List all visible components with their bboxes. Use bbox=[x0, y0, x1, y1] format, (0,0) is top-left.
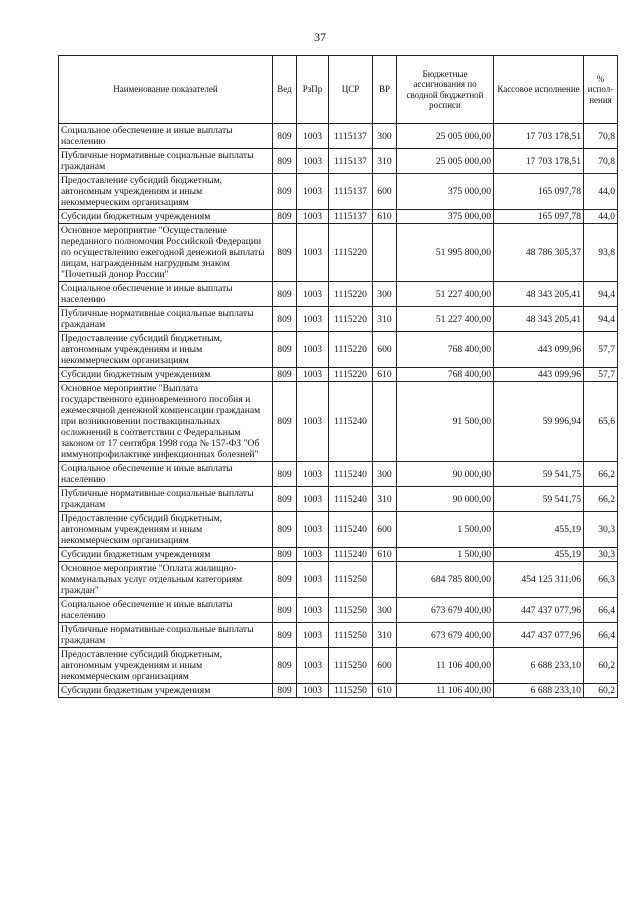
row-cash-execution: 59 541,75 bbox=[494, 462, 584, 487]
row-name: Субсидии бюджетным учреждениям bbox=[59, 210, 273, 224]
row-assignments: 1 500,00 bbox=[397, 512, 494, 548]
table-row bbox=[59, 462, 618, 487]
row-csr: 1115250 bbox=[329, 562, 373, 598]
row-assignments: 1 500,00 bbox=[397, 548, 494, 562]
row-rzpr: 1003 bbox=[297, 487, 329, 512]
row-cash-execution: 443 099,96 bbox=[494, 332, 584, 368]
row-cash-execution: 48 343 205,41 bbox=[494, 282, 584, 307]
row-assignments: 90 000,00 bbox=[397, 462, 494, 487]
row-name: Основное мероприятие "Оплата жилищно-коммунальных услуг отдельным категориям граждан" bbox=[59, 562, 273, 598]
row-assignments: 375 000,00 bbox=[397, 174, 494, 210]
row-assignments: 768 400,00 bbox=[397, 368, 494, 382]
row-cash-execution: 454 125 311,06 bbox=[494, 562, 584, 598]
row-percent: 57,7 bbox=[584, 368, 618, 382]
row-percent: 94,4 bbox=[584, 282, 618, 307]
row-percent: 66,2 bbox=[584, 462, 618, 487]
row-vr bbox=[373, 562, 397, 598]
row-name: Субсидии бюджетным учреждениям bbox=[59, 368, 273, 382]
row-rzpr: 1003 bbox=[297, 368, 329, 382]
row-cash-execution: 59 996,94 bbox=[494, 382, 584, 462]
row-ved: 809 bbox=[273, 648, 297, 684]
row-name: Предоставление субсидий бюджетным, автономным учреждениям и иным некоммерческим организациям bbox=[59, 332, 273, 368]
row-cash-execution: 447 437 077,96 bbox=[494, 598, 584, 623]
row-vr: 600 bbox=[373, 332, 397, 368]
row-csr: 1115137 bbox=[329, 210, 373, 224]
row-percent: 30,3 bbox=[584, 512, 618, 548]
header-vr: ВР bbox=[373, 56, 397, 124]
row-csr: 1115220 bbox=[329, 282, 373, 307]
row-percent: 66,3 bbox=[584, 562, 618, 598]
row-assignments: 51 995 800,00 bbox=[397, 224, 494, 282]
row-cash-execution: 59 541,75 bbox=[494, 487, 584, 512]
row-percent: 93,8 bbox=[584, 224, 618, 282]
row-vr: 300 bbox=[373, 282, 397, 307]
row-assignments: 375 000,00 bbox=[397, 210, 494, 224]
row-percent: 66,4 bbox=[584, 598, 618, 623]
row-assignments: 768 400,00 bbox=[397, 332, 494, 368]
row-vr: 610 bbox=[373, 368, 397, 382]
row-ved: 809 bbox=[273, 512, 297, 548]
row-cash-execution: 17 703 178,51 bbox=[494, 124, 584, 149]
row-csr: 1115137 bbox=[329, 124, 373, 149]
row-name: Предоставление субсидий бюджетным, автономным учреждениям и иным некоммерческим организациям bbox=[59, 512, 273, 548]
row-ved: 809 bbox=[273, 623, 297, 648]
table-row bbox=[59, 282, 618, 307]
table-row bbox=[59, 598, 618, 623]
row-vr: 600 bbox=[373, 648, 397, 684]
row-csr: 1115240 bbox=[329, 512, 373, 548]
row-rzpr: 1003 bbox=[297, 548, 329, 562]
row-vr: 300 bbox=[373, 462, 397, 487]
table-row bbox=[59, 684, 618, 698]
row-name: Основное мероприятие "Выплата государственного единовременного пособия и ежемесячной денежной компенсации гражданам при возникновении поствакцинальных осложнений в соответствии с Федеральным законом от 17 сентября 1998 года № 157-ФЗ "Об иммунопрофилактике инфекционных болезней" bbox=[59, 382, 273, 462]
row-percent: 44,0 bbox=[584, 210, 618, 224]
page-number: 37 bbox=[314, 30, 326, 44]
row-name: Публичные нормативные социальные выплаты гражданам bbox=[59, 623, 273, 648]
row-csr: 1115220 bbox=[329, 224, 373, 282]
row-name: Публичные нормативные социальные выплаты гражданам bbox=[59, 307, 273, 332]
row-vr: 310 bbox=[373, 307, 397, 332]
row-vr: 600 bbox=[373, 174, 397, 210]
table-row bbox=[59, 224, 618, 282]
row-cash-execution: 6 688 233,10 bbox=[494, 684, 584, 698]
header-assignments: Бюджетные ассигнования по сводной бюджетной росписи bbox=[397, 56, 494, 124]
row-cash-execution: 6 688 233,10 bbox=[494, 648, 584, 684]
row-percent: 70,8 bbox=[584, 149, 618, 174]
row-assignments: 25 005 000,00 bbox=[397, 124, 494, 149]
row-cash-execution: 48 786 305,37 bbox=[494, 224, 584, 282]
table-row bbox=[59, 368, 618, 382]
row-vr: 310 bbox=[373, 623, 397, 648]
row-assignments: 91 500,00 bbox=[397, 382, 494, 462]
budget-execution-table bbox=[58, 55, 618, 698]
row-name: Основное мероприятие "Осуществление переданного полномочия Российской Федерации по осуществлению ежегодной денежной выплаты лицам, награжденным нагрудным знаком "Почетный донор России" bbox=[59, 224, 273, 282]
table-row bbox=[59, 332, 618, 368]
row-name: Социальное обеспечение и иные выплаты населению bbox=[59, 462, 273, 487]
row-rzpr: 1003 bbox=[297, 124, 329, 149]
table-row bbox=[59, 174, 618, 210]
row-cash-execution: 455,19 bbox=[494, 548, 584, 562]
row-ved: 809 bbox=[273, 210, 297, 224]
row-rzpr: 1003 bbox=[297, 149, 329, 174]
row-assignments: 51 227 400,00 bbox=[397, 307, 494, 332]
table-row bbox=[59, 149, 618, 174]
row-rzpr: 1003 bbox=[297, 648, 329, 684]
row-vr: 310 bbox=[373, 487, 397, 512]
row-csr: 1115250 bbox=[329, 623, 373, 648]
table-row bbox=[59, 124, 618, 149]
row-vr: 610 bbox=[373, 210, 397, 224]
row-name: Предоставление субсидий бюджетным, автономным учреждениям и иным некоммерческим организациям bbox=[59, 174, 273, 210]
row-vr: 300 bbox=[373, 124, 397, 149]
row-percent: 44,0 bbox=[584, 174, 618, 210]
row-csr: 1115250 bbox=[329, 598, 373, 623]
row-cash-execution: 447 437 077,96 bbox=[494, 623, 584, 648]
row-vr: 310 bbox=[373, 149, 397, 174]
row-percent: 66,2 bbox=[584, 487, 618, 512]
row-rzpr: 1003 bbox=[297, 382, 329, 462]
row-name: Субсидии бюджетным учреждениям bbox=[59, 684, 273, 698]
row-rzpr: 1003 bbox=[297, 174, 329, 210]
row-name: Социальное обеспечение и иные выплаты населению bbox=[59, 282, 273, 307]
table-body bbox=[59, 124, 618, 698]
row-ved: 809 bbox=[273, 124, 297, 149]
header-csr: ЦСР bbox=[329, 56, 373, 124]
table-row bbox=[59, 548, 618, 562]
table-row bbox=[59, 382, 618, 462]
row-ved: 809 bbox=[273, 462, 297, 487]
row-name: Социальное обеспечение и иные выплаты населению bbox=[59, 124, 273, 149]
row-ved: 809 bbox=[273, 598, 297, 623]
row-name: Публичные нормативные социальные выплаты гражданам bbox=[59, 487, 273, 512]
row-rzpr: 1003 bbox=[297, 512, 329, 548]
row-percent: 94,4 bbox=[584, 307, 618, 332]
row-vr bbox=[373, 382, 397, 462]
row-percent: 70,8 bbox=[584, 124, 618, 149]
row-assignments: 90 000,00 bbox=[397, 487, 494, 512]
row-rzpr: 1003 bbox=[297, 598, 329, 623]
table-row bbox=[59, 648, 618, 684]
row-assignments: 51 227 400,00 bbox=[397, 282, 494, 307]
row-vr: 610 bbox=[373, 548, 397, 562]
row-ved: 809 bbox=[273, 487, 297, 512]
row-assignments: 684 785 800,00 bbox=[397, 562, 494, 598]
row-vr: 300 bbox=[373, 598, 397, 623]
row-csr: 1115240 bbox=[329, 382, 373, 462]
row-csr: 1115250 bbox=[329, 648, 373, 684]
row-assignments: 11 106 400,00 bbox=[397, 684, 494, 698]
row-vr: 600 bbox=[373, 512, 397, 548]
table-row bbox=[59, 210, 618, 224]
row-percent: 66,4 bbox=[584, 623, 618, 648]
row-assignments: 25 005 000,00 bbox=[397, 149, 494, 174]
row-assignments: 11 106 400,00 bbox=[397, 648, 494, 684]
row-ved: 809 bbox=[273, 548, 297, 562]
row-cash-execution: 48 343 205,41 bbox=[494, 307, 584, 332]
row-rzpr: 1003 bbox=[297, 684, 329, 698]
row-csr: 1115220 bbox=[329, 332, 373, 368]
row-rzpr: 1003 bbox=[297, 224, 329, 282]
row-ved: 809 bbox=[273, 224, 297, 282]
row-ved: 809 bbox=[273, 282, 297, 307]
row-rzpr: 1003 bbox=[297, 307, 329, 332]
row-rzpr: 1003 bbox=[297, 562, 329, 598]
header-percent: % испол-нения bbox=[584, 56, 618, 124]
row-ved: 809 bbox=[273, 382, 297, 462]
row-csr: 1115240 bbox=[329, 548, 373, 562]
row-name: Социальное обеспечение и иные выплаты населению bbox=[59, 598, 273, 623]
row-percent: 60,2 bbox=[584, 684, 618, 698]
row-cash-execution: 165 097,78 bbox=[494, 174, 584, 210]
row-rzpr: 1003 bbox=[297, 282, 329, 307]
row-csr: 1115240 bbox=[329, 487, 373, 512]
row-ved: 809 bbox=[273, 149, 297, 174]
row-name: Субсидии бюджетным учреждениям bbox=[59, 548, 273, 562]
row-name: Публичные нормативные социальные выплаты гражданам bbox=[59, 149, 273, 174]
row-cash-execution: 455,19 bbox=[494, 512, 584, 548]
row-vr bbox=[373, 224, 397, 282]
row-csr: 1115250 bbox=[329, 684, 373, 698]
row-ved: 809 bbox=[273, 684, 297, 698]
row-percent: 30,3 bbox=[584, 548, 618, 562]
table-row bbox=[59, 487, 618, 512]
table-row bbox=[59, 562, 618, 598]
row-percent: 57,7 bbox=[584, 332, 618, 368]
row-ved: 809 bbox=[273, 368, 297, 382]
row-vr: 610 bbox=[373, 684, 397, 698]
row-ved: 809 bbox=[273, 332, 297, 368]
row-cash-execution: 17 703 178,51 bbox=[494, 149, 584, 174]
row-ved: 809 bbox=[273, 307, 297, 332]
table-row bbox=[59, 307, 618, 332]
row-csr: 1115220 bbox=[329, 368, 373, 382]
row-rzpr: 1003 bbox=[297, 332, 329, 368]
row-rzpr: 1003 bbox=[297, 462, 329, 487]
row-name: Предоставление субсидий бюджетным, автономным учреждениям и иным некоммерческим организациям bbox=[59, 648, 273, 684]
row-cash-execution: 165 097,78 bbox=[494, 210, 584, 224]
table-row bbox=[59, 623, 618, 648]
table-header-row bbox=[59, 56, 618, 124]
row-assignments: 673 679 400,00 bbox=[397, 598, 494, 623]
row-rzpr: 1003 bbox=[297, 210, 329, 224]
row-csr: 1115220 bbox=[329, 307, 373, 332]
row-percent: 60,2 bbox=[584, 648, 618, 684]
row-ved: 809 bbox=[273, 562, 297, 598]
row-assignments: 673 679 400,00 bbox=[397, 623, 494, 648]
header-ved: Вед bbox=[273, 56, 297, 124]
row-rzpr: 1003 bbox=[297, 623, 329, 648]
row-percent: 65,6 bbox=[584, 382, 618, 462]
header-cash-execution: Кассовое исполнение bbox=[494, 56, 584, 124]
header-name: Наименование показателей bbox=[59, 56, 273, 124]
row-csr: 1115240 bbox=[329, 462, 373, 487]
row-csr: 1115137 bbox=[329, 149, 373, 174]
header-rzpr: РзПр bbox=[297, 56, 329, 124]
row-cash-execution: 443 099,96 bbox=[494, 368, 584, 382]
row-csr: 1115137 bbox=[329, 174, 373, 210]
table-row bbox=[59, 512, 618, 548]
row-ved: 809 bbox=[273, 174, 297, 210]
